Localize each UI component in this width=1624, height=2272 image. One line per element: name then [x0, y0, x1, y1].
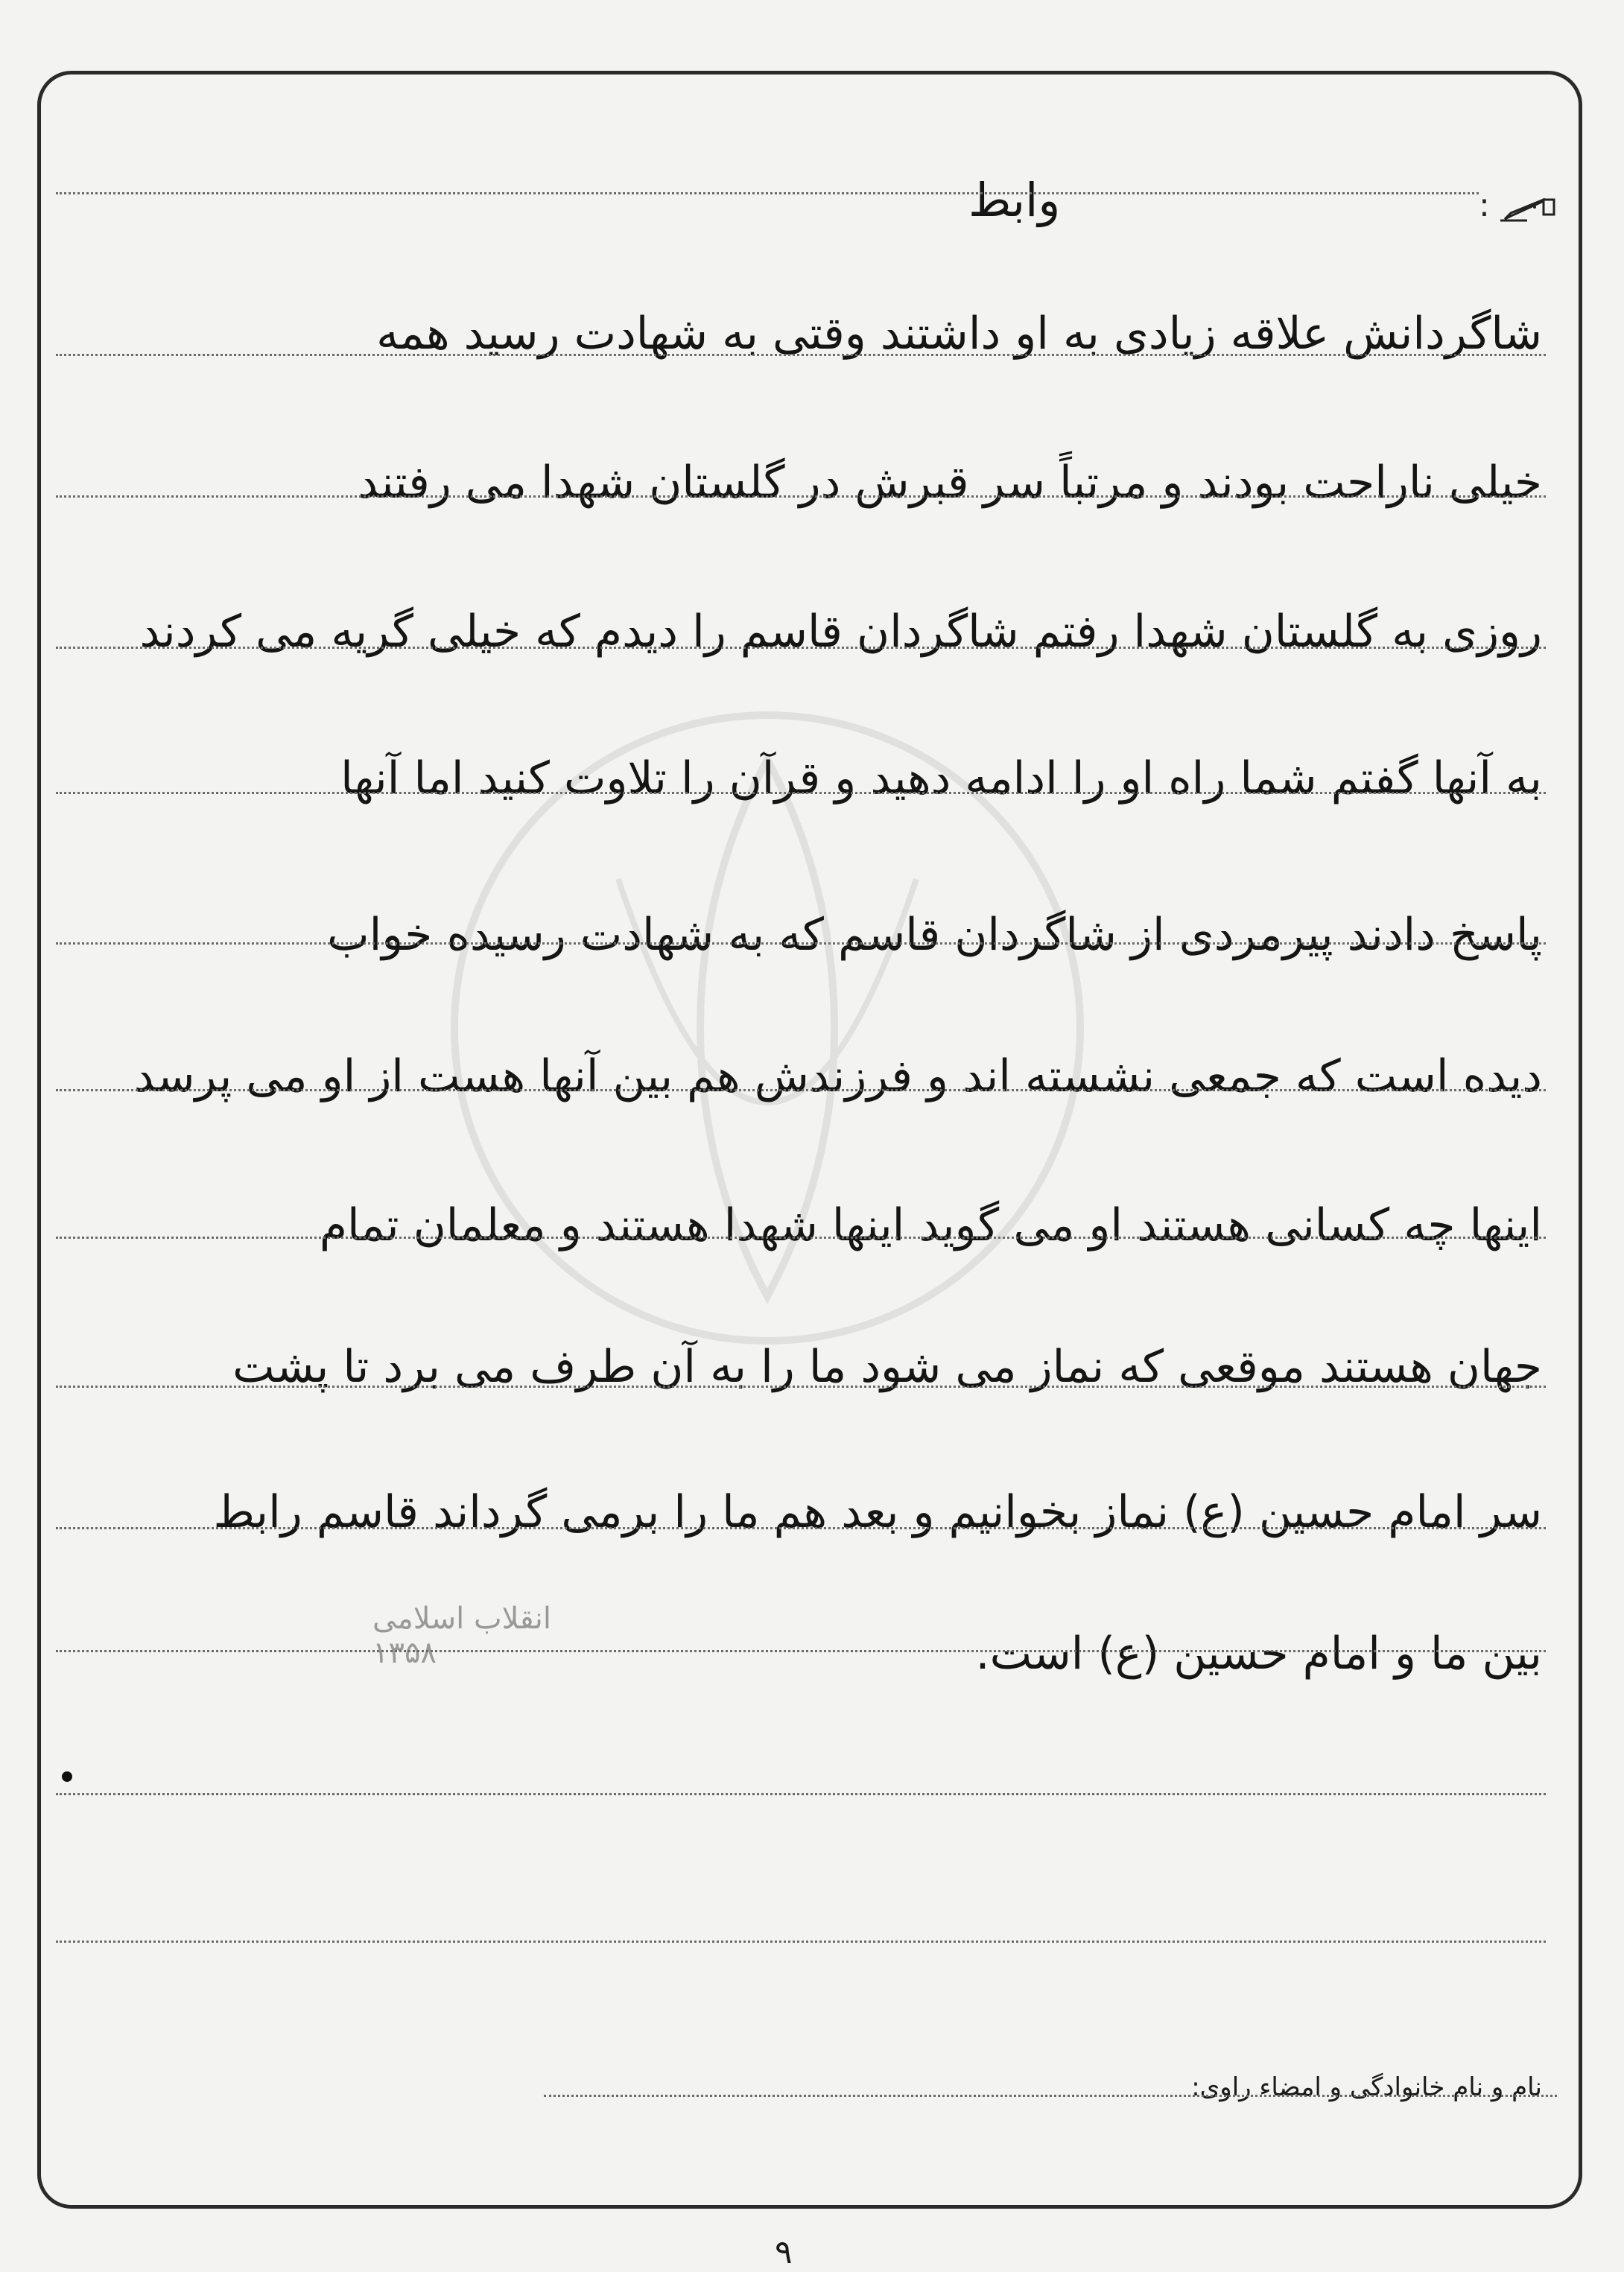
text-line-5: پاسخ دادند پیرمردی از شاگردان قاسم که به شهادت رسیده خواب: [327, 909, 1542, 961]
dotted-rule: [56, 354, 1546, 356]
text-line-6: دیده است که جمعی نشسته اند و فرزندش هم بین آنها هست از او می پرسد: [133, 1050, 1542, 1102]
text-line-3: روزی به گلستان شهدا رفتم شاگردان قاسم را دیدم که خیلی گریه می کردند: [139, 606, 1542, 658]
narrator-signature-line: [544, 2095, 1557, 2097]
dotted-rule: [56, 647, 1546, 649]
text-line-9: سر امام حسین (ع) نماز بخوانیم و بعد هم ما را برمی گرداند قاسم رابط: [213, 1486, 1542, 1538]
text-line-2: خیلی ناراحت بودند و مرتباً سر قبرش در گلستان شهدا می رفتند: [358, 457, 1542, 509]
narrator-label: نام و نام خانوادگی و امضاء راوی:: [1191, 2072, 1542, 2102]
title-colon: :: [1479, 186, 1490, 224]
dotted-rule: [56, 1941, 1546, 1943]
dotted-rule: [56, 792, 1546, 794]
text-line-1: شاگردانش علاقه زیادی به او داشتند وقتی به شهادت رسید همه: [376, 308, 1542, 360]
title-handwritten: وابط: [968, 173, 1061, 227]
dotted-rule: [56, 1793, 1546, 1795]
dotted-rule: [56, 1650, 1546, 1652]
pen-icon: [1497, 186, 1557, 223]
text-line-7: اینها چه کسانی هستند او می گوید اینها شهدا هستند و معلمان تمام: [319, 1199, 1542, 1251]
dotted-rule: [56, 1237, 1546, 1239]
text-line-4: به آنها گفتم شما راه او را ادامه دهید و قرآن را تلاوت کنید اما آنها: [340, 752, 1542, 805]
title-rule: [56, 192, 1479, 194]
page-number: ۹: [775, 2233, 793, 2271]
ink-dot: [62, 1771, 72, 1782]
dotted-rule: [56, 495, 1546, 498]
watermark-year: ۱۳۵۸: [372, 1636, 437, 1670]
dotted-rule: [56, 1386, 1546, 1388]
text-line-10: بین ما و امام حسین (ع) است.: [975, 1628, 1542, 1680]
watermark-text: انقلاب اسلامی: [372, 1602, 551, 1636]
dotted-rule: [56, 1527, 1546, 1529]
text-line-8: جهان هستند موقعی که نماز می شود ما را به آن طرف می برد تا پشت: [232, 1341, 1542, 1393]
dotted-rule: [56, 1089, 1546, 1091]
dotted-rule: [56, 942, 1546, 945]
